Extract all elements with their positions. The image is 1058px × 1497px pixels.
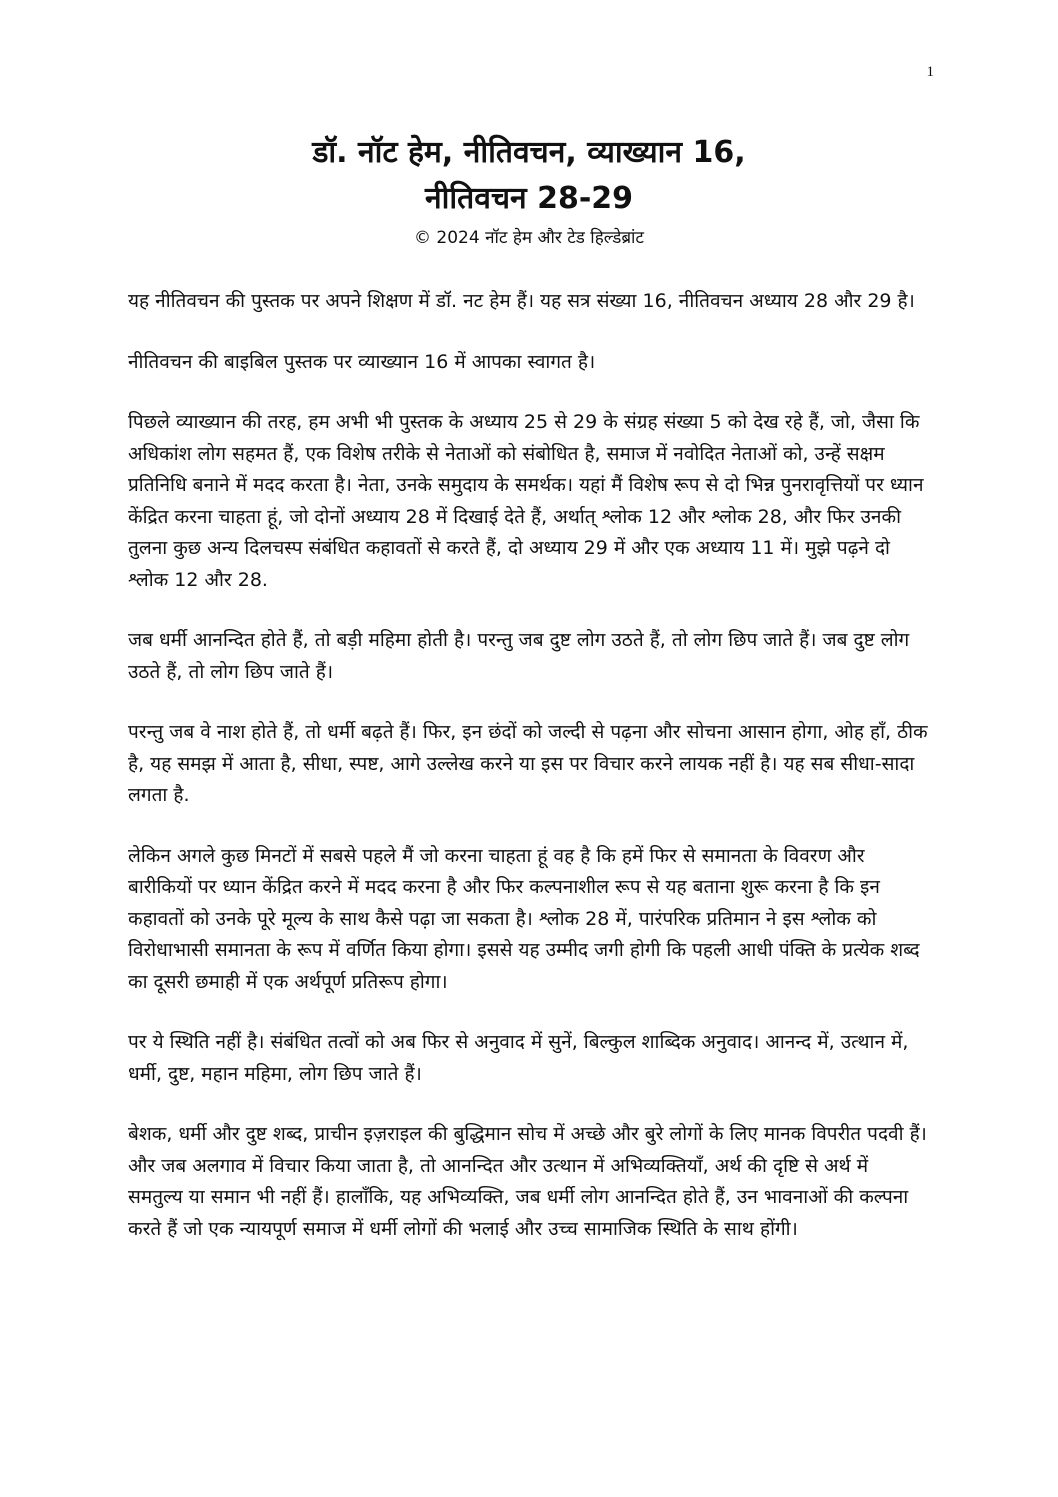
paragraph-verse-reading: जब धर्मी आनन्दित होते हैं, तो बड़ी महिमा होती है। परन्तु जब दुष्ट लोग उठते हैं, तो लोग छिप जाते हैं। जब दुष्ट लोग उठते हैं, तो लोग छिप जाते हैं। bbox=[128, 629, 910, 683]
paragraph-welcome: नीतिवचन की बाइबिल पुस्तक पर व्याख्यान 16 में आपका स्वागत है। bbox=[128, 350, 596, 373]
title-block bbox=[120, 130, 938, 252]
page-number: 1 bbox=[926, 64, 934, 80]
paragraph-context: पिछले व्याख्यान की तरह, हम अभी भी पुस्तक के अध्याय 25 से 29 के संग्रह संख्या 5 को देख रहे हैं, जो, जैसा कि अधिकांश लोग सहमत हैं, एक विशेष तरीके से नेताओं को संबोधित है, समाज में नवोदित नेताओं को, उन्हें सक्षम प्रतिनिधि बनाने में मदद करता है। नेता, उनके समुदाय के समर्थक। यहां मैं विशेष रूप से दो भिन्न पुनरावृत्तियों पर ध्यान केंद्रित करना चाहता हूं, जो दोनों अध्याय 28 में दिखाई देते हैं, अर्थात् श्लोक 12 और श्लोक 28, और फिर उनकी तुलना कुछ अन्य दिलचस्प संबंधित कहावतों से करते हैं, दो अध्याय 29 में और एक अध्याय 11 में। मुझे पढ़ने दो श्लोक 12 और 28. bbox=[128, 411, 924, 591]
paragraph-reflection: परन्तु जब वे नाश होते हैं, तो धर्मी बढ़ते हैं। फिर, इन छंदों को जल्दी से पढ़ना और सोचना आसान होगा, ओह हाँ, ठीक है, यह समझ में आता है, सीधा, स्पष्ट, आगे उल्लेख करने या इस पर विचार करने लायक नहीं है। यह सब सीधा-सादा लगता है. bbox=[128, 721, 928, 806]
document-title-line-2: नीतिवचन 28-29 bbox=[424, 181, 634, 216]
paragraph-intro: यह नीतिवचन की पुस्तक पर अपने शिक्षण में डॉ. नट हेम हैं। यह सत्र संख्या 16, नीतिवचन अध्याय 28 और 29 है। bbox=[128, 290, 915, 312]
paragraph-translation: पर ये स्थिति नहीं है। संबंधित तत्वों को अब फिर से अनुवाद में सुनें, बिल्कुल शाब्दिक अनुवाद। आनन्द में, उत्थान में, धर्मी, दुष्ट, महान महिमा, लोग छिप जाते हैं। bbox=[128, 1031, 909, 1085]
paragraph-parallelism: लेकिन अगले कुछ मिनटों में सबसे पहले मैं जो करना चाहता हूं वह है कि हमें फिर से समानता के विवरण और बारीकियों पर ध्यान केंद्रित करने में मदद करना है और फिर कल्पनाशील रूप से यह बताना शुरू करना है कि इन कहावतों को उनके पूरे मूल्य के साथ कैसे पढ़ा जा सकता है। श्लोक 28 में, पारंपरिक प्रतिमान ने इस श्लोक को विरोधाभासी समानता के रूप में वर्णित किया होगा। इससे यह उम्मीद जगी होगी कि पहली आधी पंक्ति के प्रत्येक शब्द का दूसरी छमाही में एक अर्थपूर्ण प्रतिरूप होगा। bbox=[128, 844, 920, 993]
body-text bbox=[128, 286, 928, 1274]
paragraph-analysis: बेशक, धर्मी और दुष्ट शब्द, प्राचीन इज़राइल की बुद्धिमान सोच में अच्छे और बुरे लोगों के लिए मानक विपरीत पदवी हैं। और जब अलगाव में विचार किया जाता है, तो आनन्दित और उत्थान में अभिव्यक्तियाँ, अर्थ की दृष्टि से अर्थ में समतुल्य या समान भी नहीं हैं। हालाँकि, यह अभिव्यक्ति, जब धर्मी लोग आनन्दित होते हैं, उन भावनाओं की कल्पना करते हैं जो एक न्यायपूर्ण समाज में धर्मी लोगों की भलाई और उच्च सामाजिक स्थिति के साथ होंगी। bbox=[128, 1123, 927, 1240]
copyright-notice: © 2024 नॉट हेम और टेड हिल्डेब्रांट bbox=[414, 228, 644, 248]
document-title-line-1: डॉ. नॉट हेम, नीतिवचन, व्याख्यान 16, bbox=[312, 135, 746, 170]
